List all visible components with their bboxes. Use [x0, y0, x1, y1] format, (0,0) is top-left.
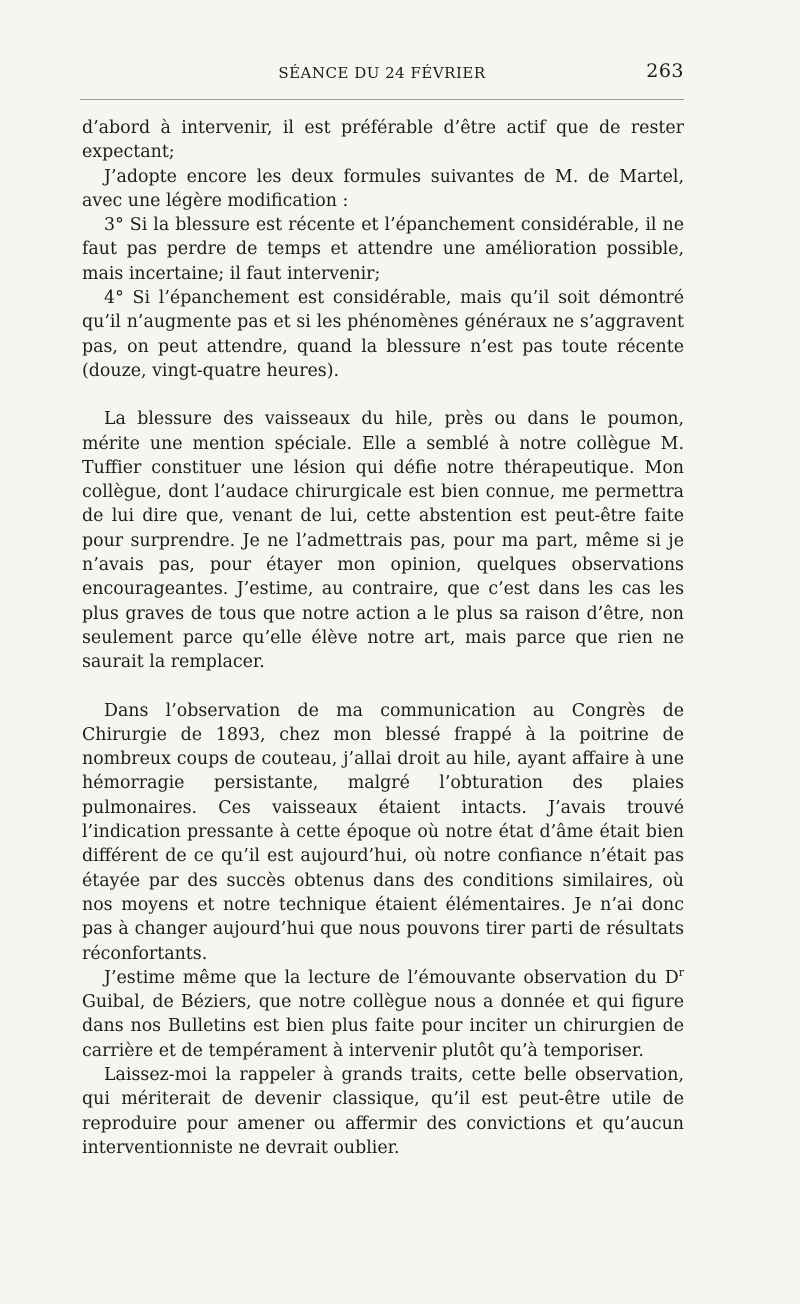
header-title: SÉANCE DU 24 FÉVRIER	[278, 64, 486, 82]
running-header	[80, 58, 684, 86]
paragraph: d’abord à intervenir, il est préférable d’être actif que de rester expectant;	[82, 118, 684, 163]
paragraph: Dans l’observation de ma communication au Congrès de Chirurgie de 1893, chez mon blessé frappé à la poitrine de nombreux coups de couteau, j’allai droit au hile, ayant affaire à une hémorragie persistante, malgré l’obturation des plaies pulmonaires. Ces vaisseaux étaient intacts. J’avais trouvé l’indication pressante à cette époque où notre état d’âme était bien différent de ce qu’il est aujourd’hui, où notre confiance n’était pas étayée par des succès obtenus dans des conditions similaires, où nos moyens et notre technique étaient élémentaires. Je n’ai donc pas à changer aujourd’hui que nous pouvons tirer parti de résultats réconfortants.	[82, 700, 684, 964]
superscript: r	[678, 966, 684, 979]
paragraph-rest: Guibal, de Béziers, que notre collègue nous a donnée et qui figure dans nos Bulletins est bien plus faite pour inciter un chirurgien de carrière et de tempérament à intervenir plutôt qu’à temporiser.	[82, 992, 684, 1061]
paragraph: Laissez-moi la rappeler à grands traits, cette belle observation, qui mériterait de devenir classique, qu’il est peut-être utile de reproduire pour amener ou affermir des convictions et qu’aucun interventionniste ne devrait oublier.	[82, 1064, 684, 1158]
paragraph	[82, 966, 684, 1063]
paragraph: J’adopte encore les deux formules suivantes de M. de Martel, avec une légère modification :	[82, 166, 684, 211]
paragraph-start: J’estime même que la lecture de l’émouvante observation du D	[104, 967, 679, 988]
header-rule	[80, 99, 684, 100]
paragraph: La blessure des vaisseaux du hile, près ou dans le poumon, mérite une mention spéciale. Elle a semblé à notre collègue M. Tuffier constituer une lésion qui défie notre thérapeutique. Mon collègue, dont l’audace chirurgicale est bien connue, me permettra de lui dire que, venant de lui, cette abstention est peut-être faite pour surprendre. Je ne l’admettrais pas, pour ma part, même si je n’avais pas, pour étayer mon opinion, quelques observations encourageantes. J’estime, au contraire, que c’est dans les cas les plus graves de tous que notre action a le plus sa raison d’être, non seulement parce qu’elle élève notre art, mais parce que rien ne saurait la remplacer.	[82, 409, 684, 673]
paragraph: 3° Si la blessure est récente et l’épanchement considérable, il ne faut pas perdre de temps et attendre une amélioration possible, mais incertaine; il faut intervenir;	[82, 215, 684, 284]
page-number: 263	[646, 60, 684, 82]
body-text	[82, 116, 684, 1160]
paragraph: 4° Si l’épanchement est considérable, mais qu’il soit démontré qu’il n’augmente pas et si les phénomènes généraux ne s’aggravent pas, on peut attendre, quand la blessure n’est pas toute récente (douze, vingt-quatre heures).	[82, 288, 684, 381]
